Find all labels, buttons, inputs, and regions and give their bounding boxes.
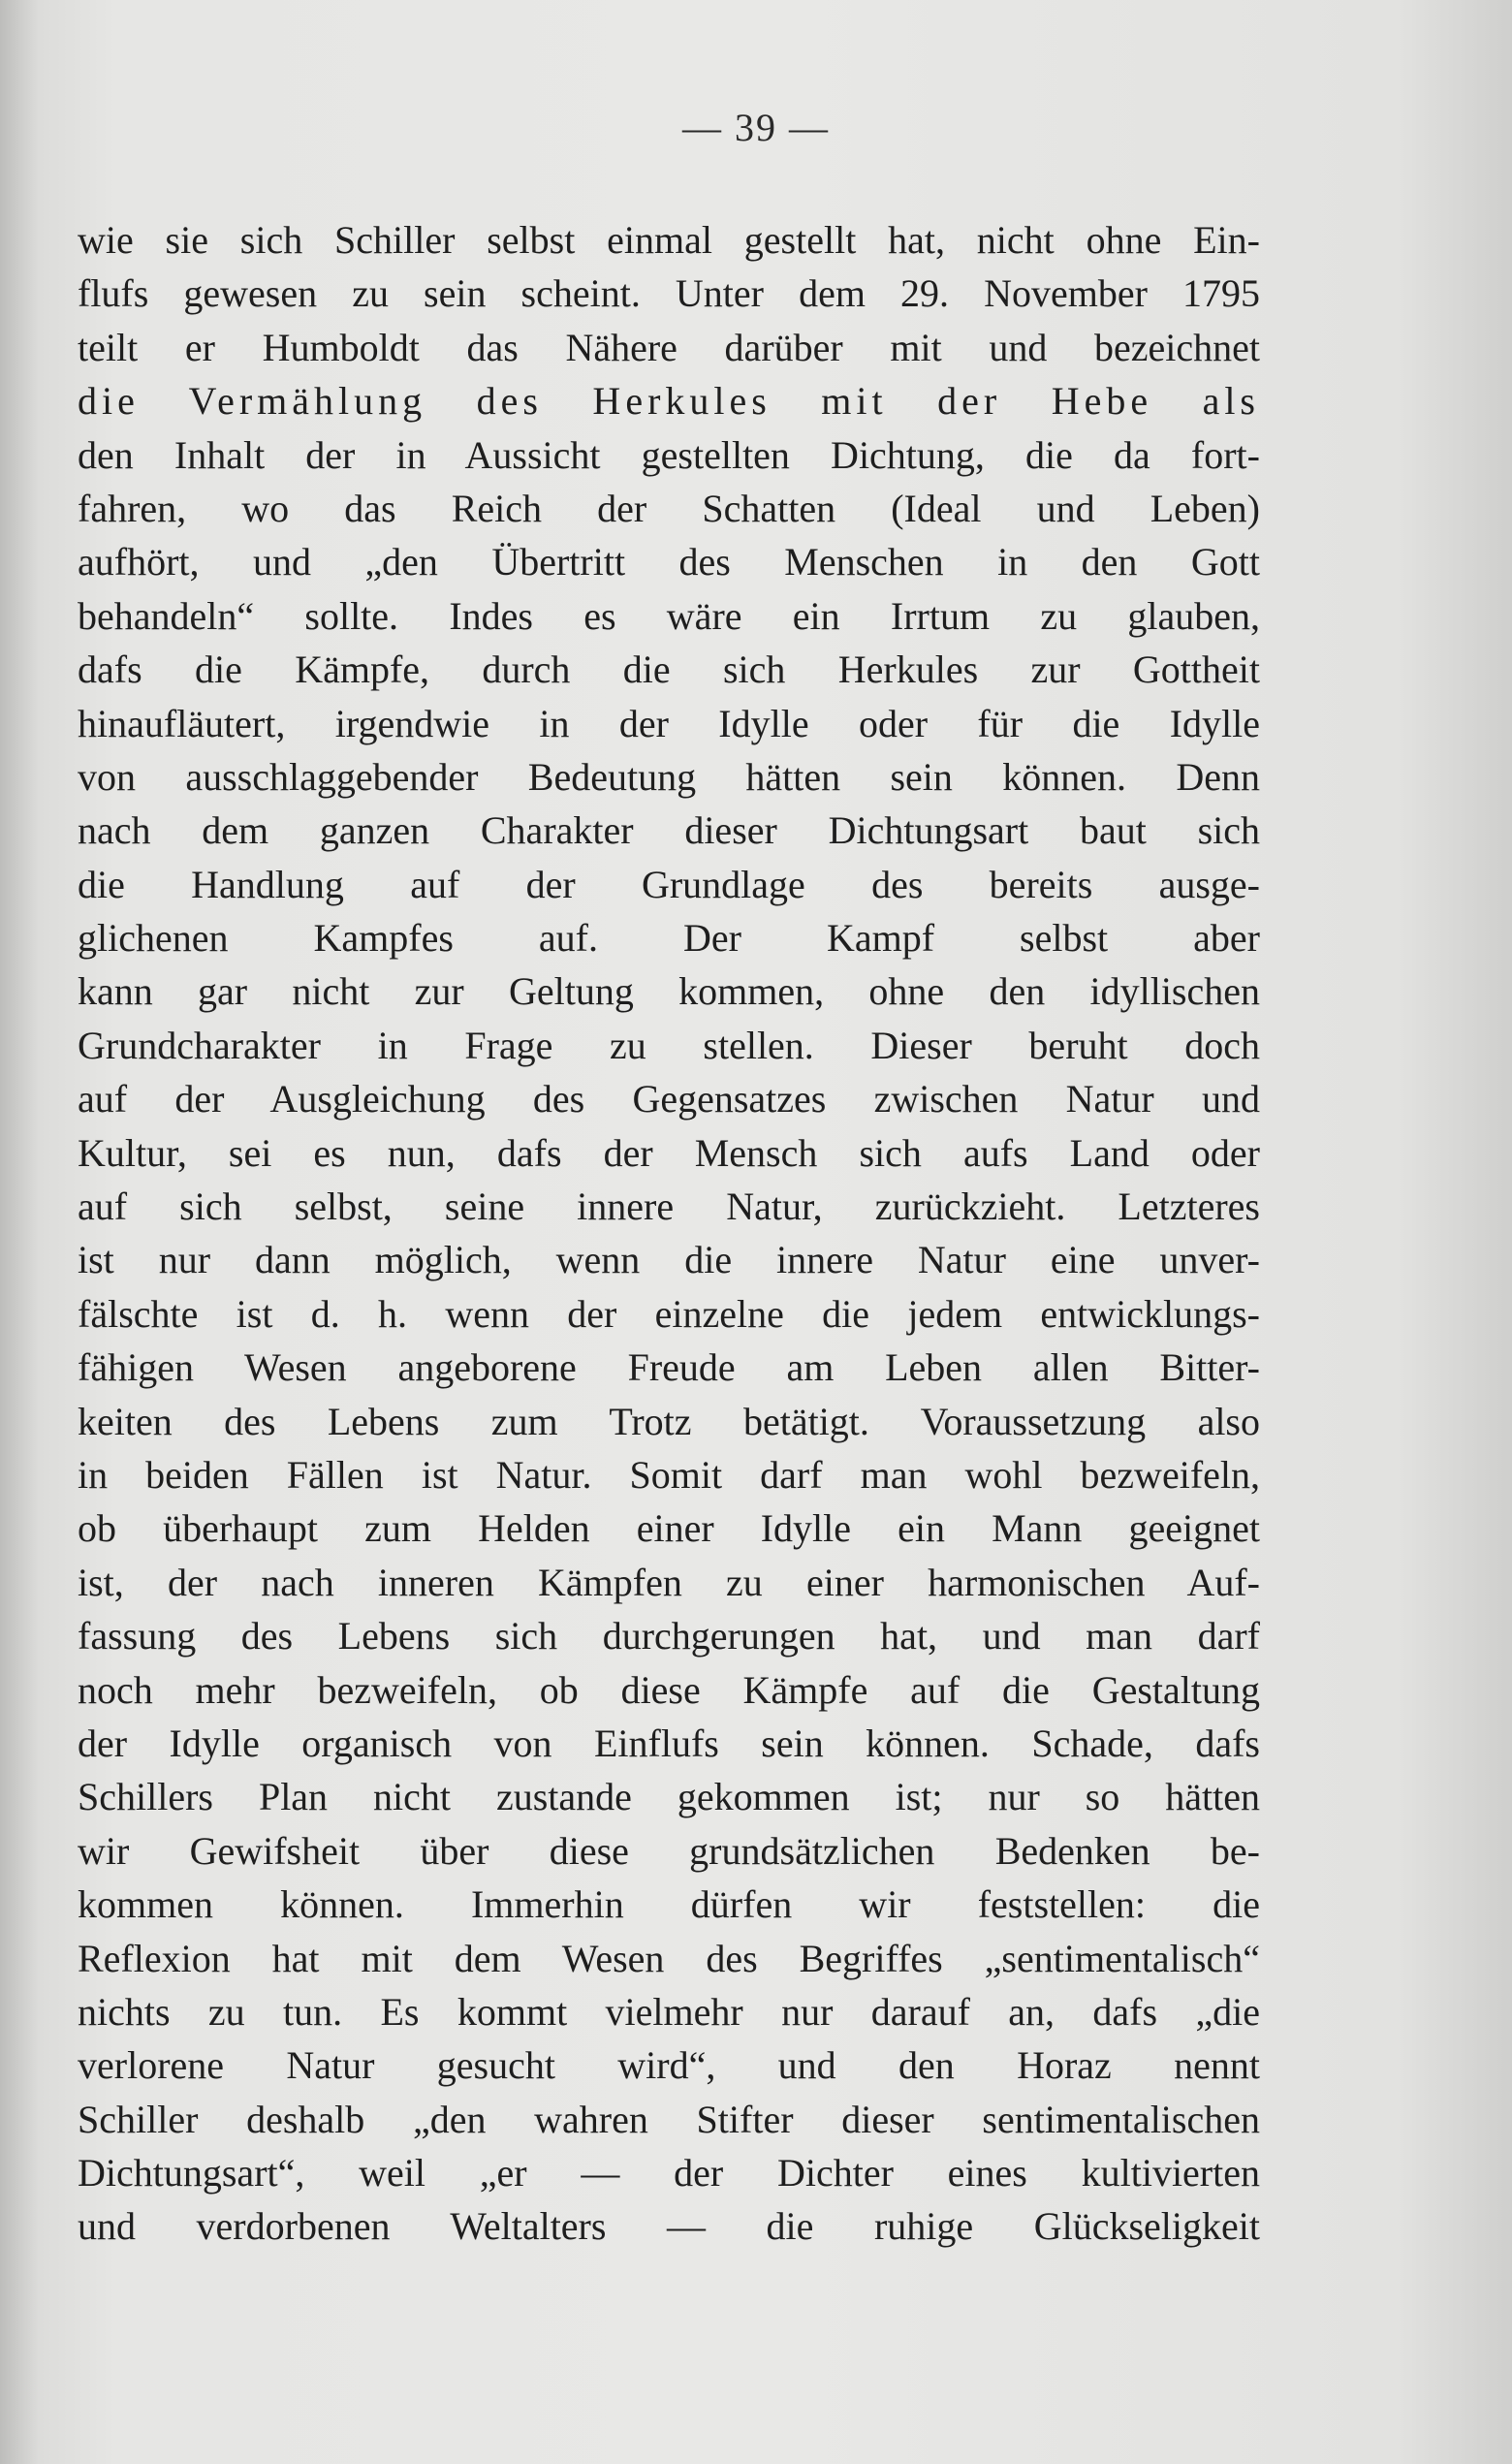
text-line: aufhört, und „den Übertritt des Menschen in den Gott [78,540,1260,584]
text-line: hinaufläutert, irgendwie in der Idylle oder für die Idylle [78,701,1260,745]
text-line: glichenen Kampfes auf. Der Kampf selbst aber [78,916,1260,961]
text-line: fassung des Lebens sich durchgerungen hat, und man darf [78,1614,1260,1658]
text-line: kommen können. Immerhin dürfen wir feststellen: die [78,1882,1260,1927]
text-line: auf sich selbst, seine innere Natur, zurückzieht. Letzteres [78,1185,1260,1229]
text-line: fahren, wo das Reich der Schatten (Ideal und Leben) [78,486,1260,530]
text-line: Schiller deshalb „den wahren Stifter dieser sentimentalischen [78,2097,1260,2141]
text-line: fähigen Wesen angeborene Freude am Leben allen Bitter- [78,1345,1260,1390]
text-line: ist nur dann möglich, wenn die innere Natur eine unver- [78,1238,1260,1282]
text-line: teilt er Humboldt das Nähere darüber mit und bezeichnet [78,325,1260,369]
text-line: nach dem ganzen Charakter dieser Dichtungsart baut sich [78,808,1260,853]
text-line: behandeln“ sollte. Indes es wäre ein Irrtum zu glauben, [78,593,1260,638]
text-line: Grundcharakter in Frage zu stellen. Dieser beruht doch [78,1023,1260,1067]
text-line: keiten des Lebens zum Trotz betätigt. Voraussetzung also [78,1399,1260,1443]
text-line: verlorene Natur gesucht wird“, und den Horaz nennt [78,2043,1260,2088]
text-line: Kultur, sei es nun, dafs der Mensch sich aufs Land oder [78,1130,1260,1175]
text-line: und verdorbenen Weltalters — die ruhige Glückseligkeit [78,2204,1260,2249]
text-line: Schillers Plan nicht zustande gekommen ist; nur so hätten [78,1775,1260,1819]
text-line: ist, der nach inneren Kämpfen zu einer harmonischen Auf- [78,1560,1260,1604]
text-line: wie sie sich Schiller selbst einmal gestellt hat, nicht ohne Ein- [78,218,1260,262]
body-text [78,213,1260,2254]
text-line: kann gar nicht zur Geltung kommen, ohne den idyllischen [78,969,1260,1014]
text-line: Dichtungsart“, weil „er — der Dichter eines kultivierten [78,2151,1260,2195]
text-line: die Vermählung des Herkules mit der Hebe als [78,379,1260,424]
text-line: die Handlung auf der Grundlage des bereits ausge- [78,862,1260,906]
text-line: fälschte ist d. h. wenn der einzelne die jedem entwicklungs- [78,1291,1260,1336]
text-line: auf der Ausgleichung des Gegensatzes zwischen Natur und [78,1077,1260,1121]
text-line: der Idylle organisch von Einflufs sein können. Schade, dafs [78,1721,1260,1765]
text-line: dafs die Kämpfe, durch die sich Herkules zur Gottheit [78,648,1260,692]
text-line: wir Gewifsheit über diese grundsätzlichen Bedenken be- [78,1828,1260,1873]
text-line: ob überhaupt zum Helden einer Idylle ein Mann geeignet [78,1506,1260,1551]
text-line: noch mehr bezweifeln, ob diese Kämpfe auf die Gestaltung [78,1667,1260,1712]
text-line: den Inhalt der in Aussicht gestellten Dichtung, die da fort- [78,432,1260,477]
text-line: in beiden Fällen ist Natur. Somit darf man wohl bezweifeln, [78,1452,1260,1497]
text-line: nichts zu tun. Es kommt vielmehr nur darauf an, dafs „die [78,1989,1260,2034]
text-line: von ausschlaggebender Bedeutung hätten sein können. Denn [78,754,1260,799]
text-line: flufs gewesen zu sein scheint. Unter dem 29. November 1795 [78,271,1260,316]
page-number: — 39 — [682,106,830,149]
text-line: Reflexion hat mit dem Wesen des Begriffes „sentimentalisch“ [78,1936,1260,1980]
